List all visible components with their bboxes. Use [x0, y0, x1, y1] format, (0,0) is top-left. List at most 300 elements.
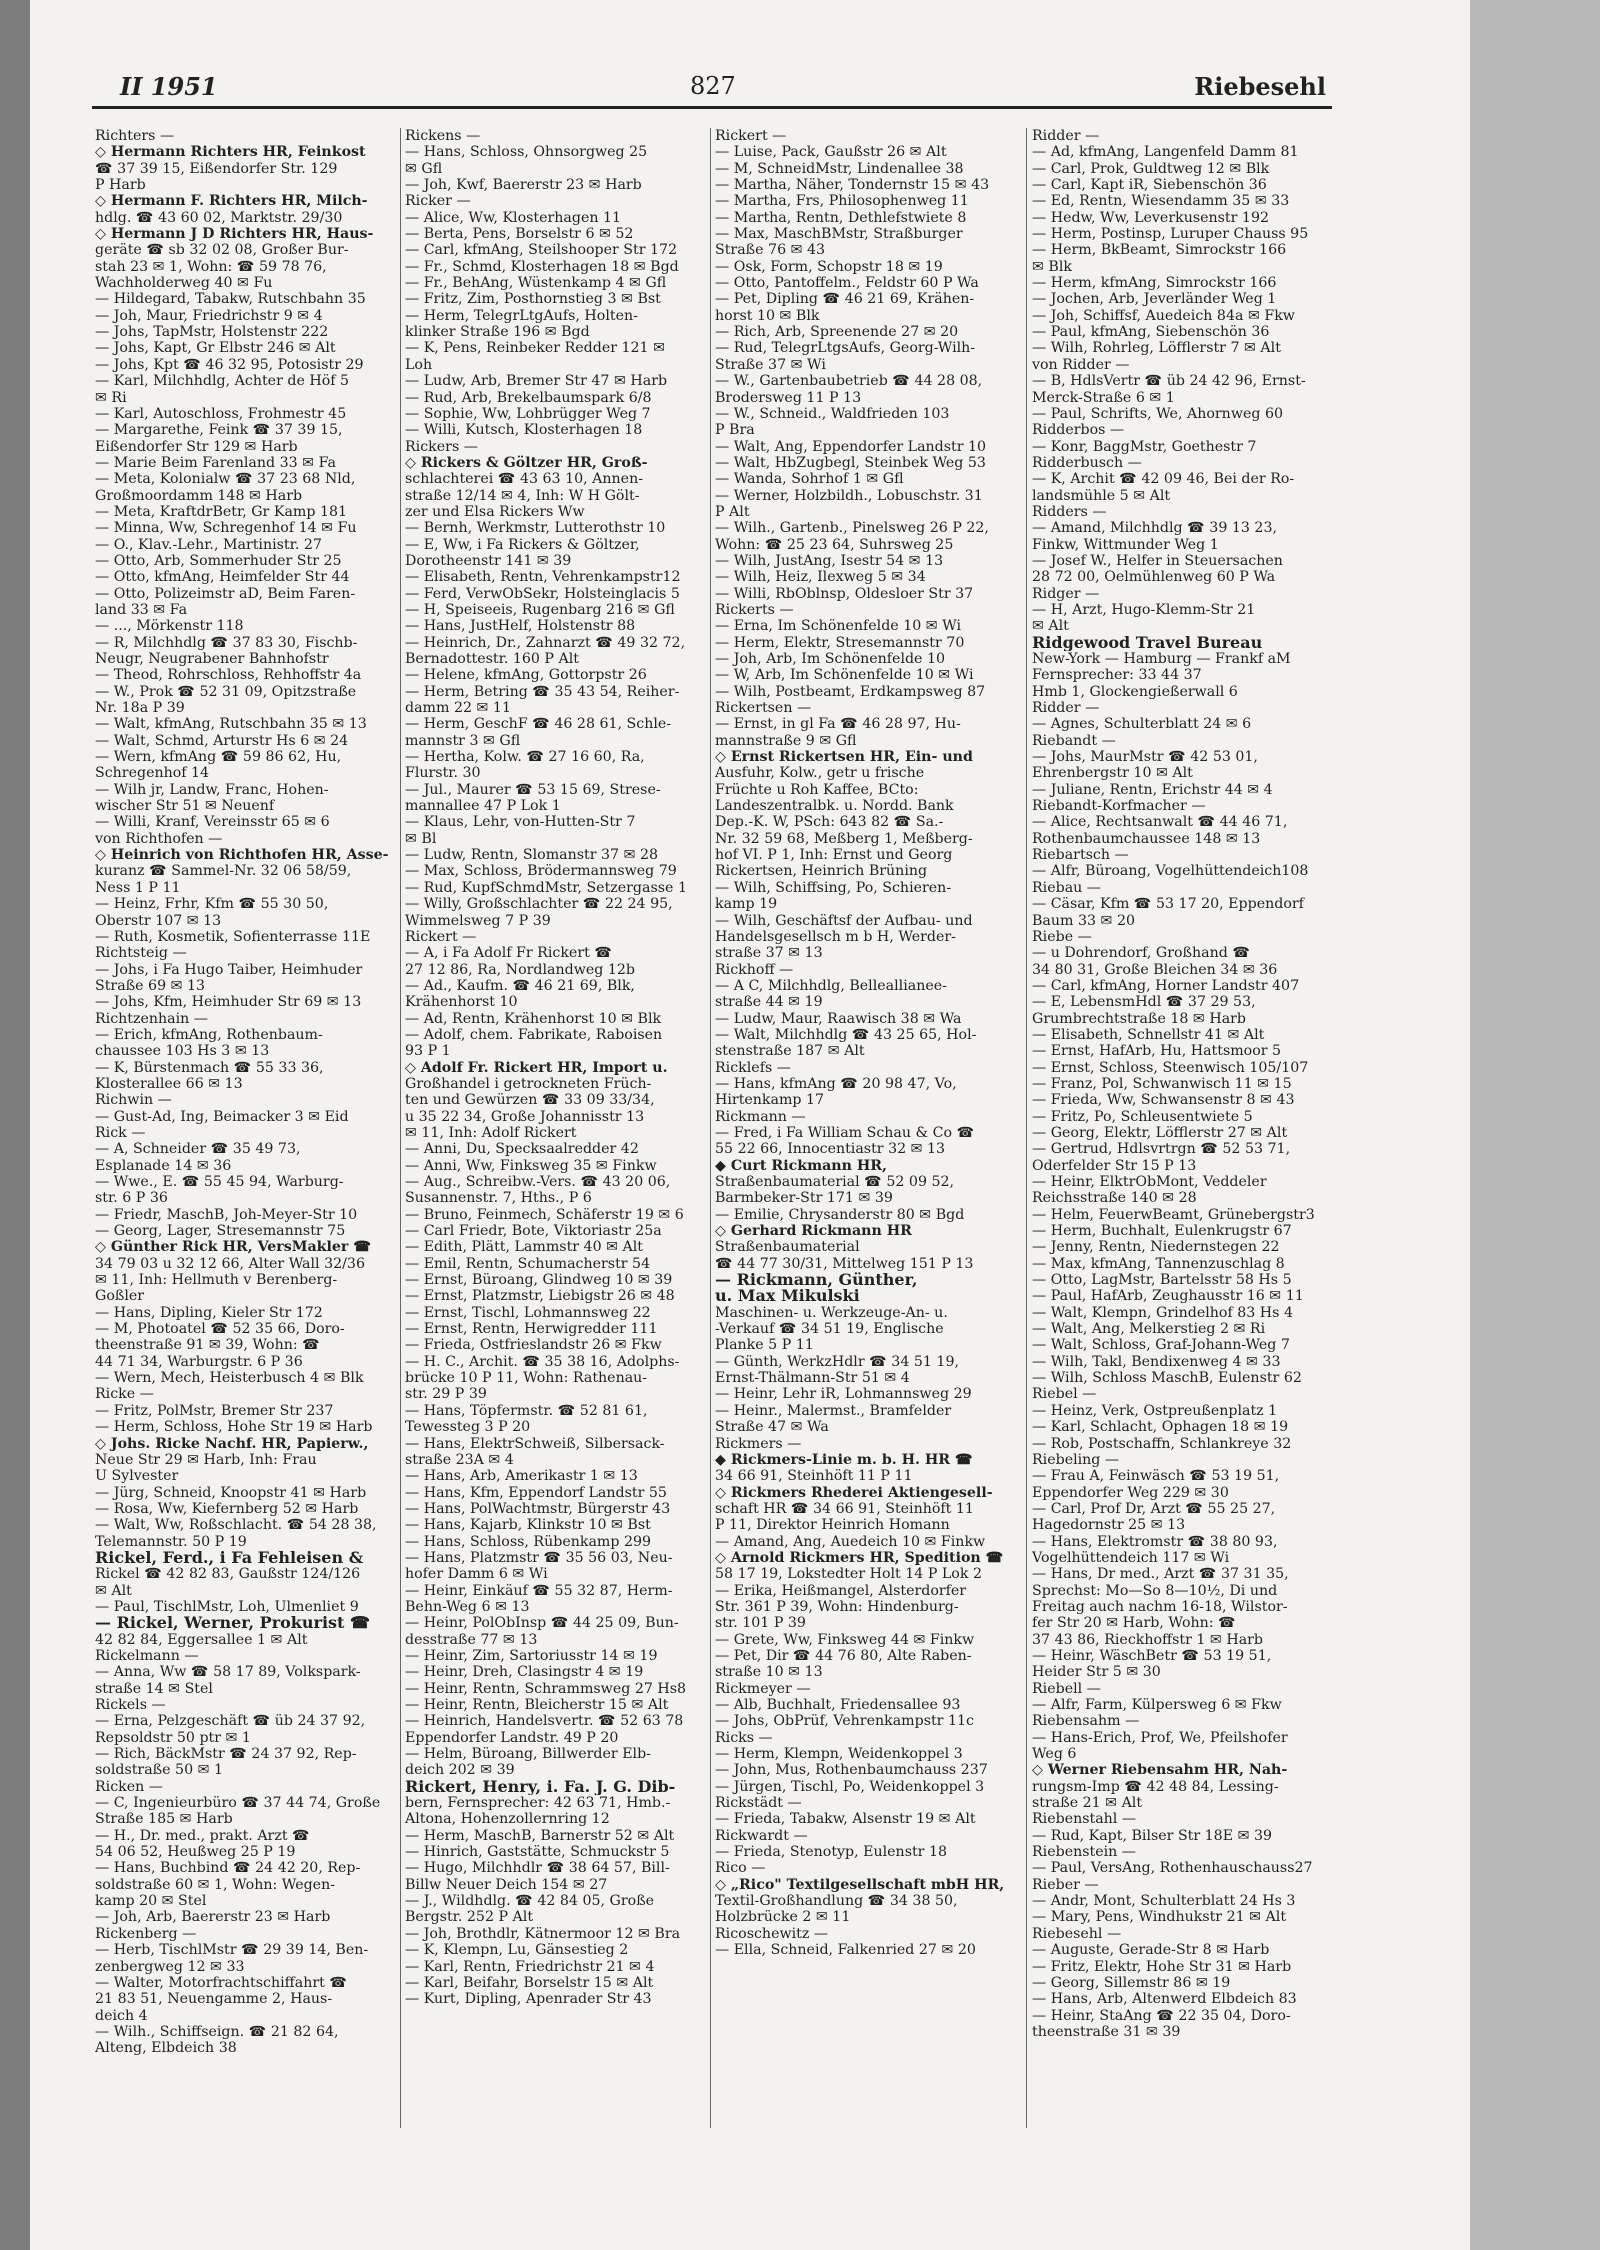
directory-entry-line: Straße 76 ✉ 43 [715, 242, 826, 259]
directory-entry-line: ✉ Alt [1032, 618, 1069, 635]
directory-entry-line: Weg 6 [1032, 1746, 1077, 1763]
directory-entry-line: — Ed, Rentn, Wiesendamm 35 ✉ 33 [1032, 193, 1290, 210]
directory-entry-line: Riebau — [1032, 879, 1101, 896]
directory-entry-line: 37 43 86, Rieckhoffstr 1 ✉ Harb [1032, 1631, 1264, 1648]
directory-entry-line: 34 66 91, Steinhöft 11 P 11 [715, 1468, 913, 1485]
column-rule [710, 128, 711, 2128]
directory-entry-line: — Walt, Schmd, Arturstr Hs 6 ✉ 24 [95, 732, 349, 749]
directory-entry-line: — Willy, Großschlachter ☎ 22 24 95, [405, 896, 673, 913]
directory-entry-line: ◇ Heinrich von Richthofen HR, Asse- [95, 847, 389, 864]
directory-entry-line: — Georg, Elektr, Löfflerstr 27 ✉ Alt [1032, 1124, 1288, 1141]
directory-entry-line: — Johs, MaurMstr ☎ 42 53 01, [1032, 749, 1258, 766]
directory-entry-line: — Rich, BäckMstr ☎ 24 37 92, Rep- [95, 1746, 357, 1763]
directory-entry-line: P Bra [715, 422, 755, 439]
directory-entry-line: — Bernh, Werkmstr, Lutterothstr 10 [405, 520, 666, 537]
directory-entry-line: 58 17 19, Lokstedter Holt 14 P Lok 2 [715, 1566, 982, 1583]
directory-entry-line: desstraße 77 ✉ 13 [405, 1631, 538, 1648]
directory-entry-line: deich 4 [95, 2007, 148, 2024]
directory-column-4 [1032, 128, 1329, 2128]
directory-entry-line: — Berta, Pens, Borselstr 6 ✉ 52 [405, 226, 634, 243]
directory-entry-line: — Franz, Pol, Schwanwisch 11 ✉ 15 [1032, 1075, 1292, 1092]
directory-entry-line: Richwin — [95, 1092, 172, 1109]
directory-entry-line: ◇ Rickmers Rhederei Aktiengesell- [715, 1484, 993, 1501]
directory-entry-line: 21 83 51, Neuengamme 2, Haus- [95, 1991, 333, 2008]
directory-entry-line: — Max, Schloss, Brödermannsweg 79 [405, 863, 677, 880]
directory-entry-line: — Heinz, Frhr, Kfm ☎ 55 30 50, [95, 896, 329, 913]
directory-entry-line: — Gust-Ad, Ing, Beimacker 3 ✉ Eid [95, 1108, 349, 1125]
directory-entry-line: Hmb 1, Glockengießerwall 6 [1032, 683, 1238, 700]
directory-entry-line: — Heinr., Malermst., Bramfelder [715, 1402, 952, 1419]
directory-entry-line: zenbergweg 12 ✉ 33 [95, 1958, 245, 1975]
directory-entry-line: Straße 37 ✉ Wi [715, 356, 826, 373]
directory-entry-line: — A, i Fa Adolf Fr Rickert ☎ [405, 945, 612, 962]
directory-entry-line: — Alice, Rechtsanwalt ☎ 44 46 71, [1032, 814, 1288, 831]
directory-entry-line: — Hedw, Ww, Leverkusenstr 192 [1032, 209, 1270, 226]
directory-entry-line: — Erich, kfmAng, Rothenbaum- [95, 1026, 323, 1043]
directory-entry-line: — Herm, Klempn, Weidenkoppel 3 [715, 1746, 963, 1763]
directory-entry-line: — Fritz, Po, Schleusentwiete 5 [1032, 1108, 1253, 1125]
directory-entry-line: — Karl, Rentn, Friedrichstr 21 ✉ 4 [405, 1958, 655, 1975]
directory-entry-line: — Hans, PolWachtmstr, Bürgerstr 43 [405, 1500, 671, 1517]
directory-entry-line: Klosterallee 66 ✉ 13 [95, 1075, 243, 1092]
directory-entry-line: str. 6 P 36 [95, 1190, 168, 1207]
directory-entry-line: — E, LebensmHdl ☎ 37 29 53, [1032, 994, 1256, 1011]
directory-entry-line: — Rud, TelegrLtgsAufs, Georg-Wilh- [715, 340, 976, 357]
directory-entry-line: — Hans, ElektrSchweiß, Silbersack- [405, 1435, 665, 1452]
directory-entry-line: Hirtenkamp 17 [715, 1092, 825, 1109]
directory-entry-line: Ricks — [715, 1729, 773, 1746]
directory-entry-line: hof VI. P 1, Inh: Ernst und Georg [715, 847, 953, 864]
directory-entry-line: — Walt, kfmAng, Rutschbahn 35 ✉ 13 [95, 716, 367, 733]
directory-entry-line: soldstraße 50 ✉ 1 [95, 1762, 224, 1779]
directory-entry-line: — Carl, kfmAng, Horner Landstr 407 [1032, 977, 1300, 994]
directory-entry-line: Flurstr. 30 [405, 765, 481, 782]
directory-entry-line: Oberstr 107 ✉ 13 [95, 912, 222, 929]
directory-entry-line: soldstraße 60 ✉ 1, Wohn: Wegen- [95, 1876, 336, 1893]
column-rule [400, 128, 401, 2128]
directory-entry-line: — Paul, TischlMstr, Loh, Ulmenliet 9 [95, 1598, 359, 1615]
directory-entry-line: straße 21 ✉ Alt [1032, 1795, 1143, 1812]
directory-entry-line: — Ludw, Rentn, Slomanstr 37 ✉ 28 [405, 847, 659, 864]
directory-entry-line: Ridgewood Travel Bureau [1032, 634, 1263, 651]
directory-entry-line: straße 44 ✉ 19 [715, 994, 823, 1011]
directory-entry-line: Rickmann — [715, 1108, 806, 1125]
directory-entry-line: — Karl, Milchhdlg, Achter de Höf 5 [95, 373, 350, 390]
directory-entry-line: — Erika, Heißmangel, Alsterdorfer [715, 1582, 967, 1599]
directory-entry-line: — Amand, Ang, Auedeich 10 ✉ Finkw [715, 1533, 986, 1550]
directory-column-1 [95, 128, 392, 2128]
directory-entry-line: — Walt, Ww, Roßschlacht. ☎ 54 28 38, [95, 1517, 377, 1534]
directory-entry-line: — Wilh, Schiffsing, Po, Schieren- [715, 879, 952, 896]
directory-entry-line: — Carl, kfmAng, Steilshooper Str 172 [405, 242, 678, 259]
directory-entry-line: ◇ Werner Riebensahm HR, Nah- [1032, 1762, 1288, 1779]
directory-entry-line: — Johs, Kfm, Heimhuder Str 69 ✉ 13 [95, 994, 362, 1011]
directory-entry-line: — Meta, Kolonialw ☎ 37 23 68 Nld, [95, 471, 356, 488]
directory-entry-line: — K, Archit ☎ 42 09 46, Bei der Ro- [1032, 471, 1295, 488]
directory-entry-line: — Ferd, VerwObSekr, Holsteinglacis 5 [405, 585, 680, 602]
directory-entry-line: wischer Str 51 ✉ Neuenf [95, 798, 275, 815]
directory-entry-line: Loh [405, 356, 433, 373]
directory-entry-line: stah 23 ✉ 1, Wohn: ☎ 59 78 76, [95, 258, 327, 275]
directory-entry-line: theenstraße 91 ✉ 39, Wohn: ☎ [95, 1337, 320, 1354]
directory-column-3 [715, 128, 1012, 2128]
directory-entry-line: — Jürg, Schneid, Knoopstr 41 ✉ Harb [95, 1484, 367, 1501]
directory-entry-line: — Hans-Erich, Prof, We, Pfeilshofer [1032, 1729, 1288, 1746]
directory-entry-line: — Ludw, Maur, Raawisch 38 ✉ Wa [715, 1010, 962, 1027]
directory-entry-line: — W., Schneid., Waldfrieden 103 [715, 405, 950, 422]
directory-entry-line: ✉ Blk [1032, 258, 1072, 275]
directory-entry-line: chaussee 103 Hs 3 ✉ 13 [95, 1043, 270, 1060]
directory-entry-line: — Wilh, Heiz, Ilexweg 5 ✉ 34 [715, 569, 926, 586]
directory-entry-line: Rickert, Henry, i. Fa. J. G. Dib- [405, 1778, 676, 1796]
directory-entry-line: — Wilh., Gartenb., Pinelsweg 26 P 22, [715, 520, 989, 537]
directory-entry-line: Ricker — [405, 193, 471, 210]
directory-entry-line: Bernadottestr. 160 P Alt [405, 651, 579, 667]
directory-entry-line: — Heinz, Verk, Ostpreußenplatz 1 [1032, 1402, 1278, 1419]
directory-entry-line: — Luise, Pack, Gaußstr 26 ✉ Alt [715, 144, 947, 161]
directory-entry-line: Planke 5 P 11 [715, 1337, 814, 1354]
directory-entry-line: — H. C., Archit. ☎ 35 38 16, Adolphs- [405, 1353, 680, 1370]
directory-entry-line: 93 P 1 [405, 1043, 451, 1060]
directory-entry-line: — Hans, Buchbind ☎ 24 42 20, Rep- [95, 1860, 361, 1877]
directory-entry-line: — Alfr, Farm, Külpersweg 6 ✉ Fkw [1032, 1697, 1282, 1713]
directory-entry-line: Billw Neuer Deich 154 ✉ 27 [405, 1876, 608, 1893]
directory-entry-line: — Jochen, Arb, Jeverländer Weg 1 [1032, 291, 1277, 308]
directory-entry-line: von Richthofen — [95, 830, 223, 847]
directory-entry-line: Handelsgesellsch m b H, Werder- [715, 928, 956, 945]
directory-entry-line: — M, Photoatel ☎ 52 35 66, Doro- [95, 1321, 345, 1338]
directory-entry-line: Rickens — [405, 128, 481, 144]
directory-entry-line: Straßenbaumaterial [715, 1239, 860, 1256]
directory-entry-line: — Martha, Näher, Tondernstr 15 ✉ 43 [715, 177, 990, 194]
directory-entry-line: — Josef W., Helfer in Steuersachen [1032, 552, 1283, 569]
directory-entry-line: — Joh, Schiffsf, Auedeich 84a ✉ Fkw [1032, 307, 1295, 324]
directory-entry-line: Barmbeker-Str 171 ✉ 39 [715, 1190, 893, 1207]
directory-entry-line: — Alfr, Büroang, Vogelhüttendeich108 [1032, 863, 1309, 880]
directory-entry-line: Wohn: ☎ 25 23 64, Suhrsweg 25 [715, 536, 954, 553]
directory-entry-line: P Harb [95, 177, 146, 194]
directory-entry-line: ◇ Gerhard Rickmann HR [715, 1223, 912, 1240]
directory-entry-line: Sprechst: Mo—So 8—10½, Di und [1032, 1582, 1278, 1599]
directory-entry-line: Rothenbaumchaussee 148 ✉ 13 [1032, 830, 1261, 847]
directory-entry-line: — Klaus, Lehr, von-Hutten-Str 7 [405, 814, 636, 831]
directory-entry-line: — Hans, Kajarb, Klinkstr 10 ✉ Bst [405, 1517, 651, 1534]
directory-entry-line: — Heinr, Dreh, Clasingstr 4 ✉ 19 [405, 1664, 644, 1681]
directory-entry-line: Grumbrechtstraße 18 ✉ Harb [1032, 1010, 1247, 1027]
directory-entry-line: P Alt [715, 503, 750, 520]
directory-entry-line: — Ad, kfmAng, Langenfeld Damm 81 [1032, 144, 1299, 161]
directory-entry-line: zer und Elsa Rickers Ww [405, 503, 585, 520]
directory-entry-line: — Emil, Rentn, Schumacherstr 54 [405, 1255, 651, 1272]
directory-entry-line: klinker Straße 196 ✉ Bgd [405, 324, 590, 341]
directory-entry-line: — Emilie, Chrysanderstr 80 ✉ Bgd [715, 1206, 965, 1223]
directory-entry-line: — Sophie, Ww, Lohbrügger Weg 7 [405, 405, 651, 422]
directory-entry-line: — Helm, Büroang, Billwerder Elb- [405, 1746, 651, 1763]
directory-entry-line: — Heinr, StaAng ☎ 22 35 04, Doro- [1032, 2007, 1291, 2024]
directory-entry-line: Eppendorfer Weg 229 ✉ 30 [1032, 1484, 1229, 1501]
directory-entry-line: — Fr., BehAng, Wüstenkamp 4 ✉ Gfl [405, 275, 667, 292]
directory-entry-line: — Karl, Autoschloss, Frohmestr 45 [95, 405, 347, 422]
directory-entry-line: Brodersweg 11 P 13 [715, 389, 862, 406]
directory-entry-line: Ness 1 P 11 [95, 879, 181, 896]
directory-entry-line: Ricken — [95, 1778, 163, 1795]
directory-entry-line: — Hans, Arb, Altenwerd Elbdeich 83 [1032, 1991, 1297, 2008]
directory-entry-line: — Herm, MaschB, Barnerstr 52 ✉ Alt [405, 1827, 675, 1844]
directory-entry-line: — Herm, BkBeamt, Simrockstr 166 [1032, 242, 1287, 259]
directory-entry-line: — Jürgen, Tischl, Po, Weidenkoppel 3 [715, 1778, 985, 1795]
directory-entry-line: Rickelmann — [95, 1647, 199, 1664]
directory-entry-line: — Fritz, PolMstr, Bremer Str 237 [95, 1402, 334, 1419]
directory-entry-line: geräte ☎ sb 32 02 08, Großer Bur- [95, 242, 349, 259]
header-running-name: Riebesehl [1194, 72, 1326, 101]
directory-entry-line: — Carl Friedr, Bote, Viktoriastr 25a [405, 1223, 662, 1240]
directory-entry-line: — Heinrich, Dr., Zahnarzt ☎ 49 32 72, [405, 634, 686, 651]
directory-entry-line: Straße 47 ✉ Wa [715, 1419, 829, 1436]
directory-entry-line: — Willi, Kranf, Vereinsstr 65 ✉ 6 [95, 814, 330, 831]
directory-entry-line: Ridders — [1032, 503, 1107, 520]
directory-entry-line: ◇ Rickers & Göltzer HR, Groß- [405, 454, 648, 471]
directory-entry-line: Krähenhorst 10 [405, 994, 518, 1011]
directory-entry-line: 34 80 31, Große Bleichen 34 ✉ 36 [1032, 961, 1278, 978]
directory-entry-line: — Carl, Prok, Guldtweg 12 ✉ Blk [1032, 160, 1270, 177]
directory-entry-line: Textil-Großhandlung ☎ 34 38 50, [715, 1893, 958, 1910]
directory-entry-line: Richtsteig — [95, 945, 187, 962]
directory-entry-line: — Ernst, Tischl, Lohmannsweg 22 [405, 1304, 651, 1321]
directory-entry-line: — Osk, Form, Schopstr 18 ✉ 19 [715, 258, 943, 275]
directory-entry-line: Esplanade 14 ✉ 36 [95, 1157, 232, 1174]
directory-entry-line: Neue Str 29 ✉ Harb, Inh: Frau [95, 1451, 317, 1468]
directory-entry-line: — Wilh, Geschäftsf der Aufbau- und [715, 912, 973, 929]
directory-entry-line: — Günth, WerkzHdlr ☎ 34 51 19, [715, 1353, 959, 1370]
directory-entry-line: — Agnes, Schulterblatt 24 ✉ 6 [1032, 716, 1252, 733]
directory-entry-line: Straße 69 ✉ 13 [95, 977, 206, 994]
directory-entry-line: ✉ Ri [95, 389, 127, 406]
directory-entry-line: Alteng, Elbdeich 38 [95, 2040, 237, 2057]
directory-entry-line: Fernsprecher: 33 44 37 [1032, 667, 1202, 684]
directory-entry-line: — Georg, Sillemstr 86 ✉ 19 [1032, 1974, 1231, 1991]
directory-entry-line: straße 23A ✉ 4 [405, 1451, 514, 1468]
column-rule [1026, 128, 1027, 2128]
directory-entry-line: — M, SchneidMstr, Lindenallee 38 [715, 160, 964, 177]
directory-entry-line: Baum 33 ✉ 20 [1032, 912, 1135, 929]
directory-entry-line: — Rob, Postschaffn, Schlankreye 32 [1032, 1435, 1292, 1452]
directory-entry-line: — Martha, Rentn, Dethlefstwiete 8 [715, 209, 967, 226]
directory-entry-line: — Max, kfmAng, Tannenzuschlag 8 [1032, 1255, 1285, 1272]
directory-entry-line: Nr. 18a P 39 [95, 700, 185, 717]
directory-entry-line: — Anna, Ww ☎ 58 17 89, Volkspark- [95, 1664, 361, 1681]
directory-entry-line: ◇ Günther Rick HR, VersMakler ☎ [95, 1239, 371, 1256]
directory-entry-line: — Heinr, Rentn, Bleicherstr 15 ✉ Alt [405, 1697, 669, 1713]
directory-entry-line: 34 79 03 u 32 12 66, Alter Wall 32/36 [95, 1255, 365, 1272]
directory-entry-line: — Ernst, Rentn, Herwigredder 111 [405, 1321, 658, 1338]
directory-entry-line: mannallee 47 P Lok 1 [405, 798, 561, 815]
directory-entry-line: Ridder — [1032, 700, 1100, 717]
directory-entry-line: Eißendorfer Str 129 ✉ Harb [95, 438, 298, 455]
directory-entry-line: — Rud, Arb, Brekelbaumspark 6/8 [405, 389, 652, 406]
directory-entry-line: — Joh, Arb, Im Schönenfelde 10 [715, 651, 946, 667]
directory-entry-line: kuranz ☎ Sammel-Nr. 32 06 58/59, [95, 863, 352, 880]
directory-entry-line: bern, Fernsprecher: 42 63 71, Hmb.- [405, 1795, 671, 1812]
directory-entry-line: ◇ Hermann F. Richters HR, Milch- [95, 193, 368, 210]
directory-entry-line: — Wilh., Schiffseign. ☎ 21 82 64, [95, 2023, 339, 2040]
directory-entry-line: — Max, MaschBMstr, Straßburger [715, 226, 963, 243]
directory-entry-line: 42 82 84, Eggersallee 1 ✉ Alt [95, 1631, 308, 1648]
directory-entry-line: — Hildegard, Tabakw, Rutschbahn 35 [95, 291, 366, 308]
directory-entry-line: ◇ Arnold Rickmers HR, Spedition ☎ [715, 1549, 1004, 1566]
directory-entry-line: Dorotheenstr 141 ✉ 39 [405, 552, 572, 569]
directory-entry-line: Reichsstraße 140 ✉ 28 [1032, 1190, 1197, 1207]
directory-entry-line: Landeszentralbk. u. Nordd. Bank [715, 798, 954, 815]
directory-entry-line: — Heinr, Rentn, Schrammsweg 27 Hs8 [405, 1680, 687, 1697]
directory-entry-line: Susannenstr. 7, Hths., P 6 [405, 1190, 592, 1207]
directory-entry-line: — Aug., Schreibw.-Vers. ☎ 43 20 06, [405, 1174, 671, 1190]
directory-entry-line: — Paul, kfmAng, Siebenschön 36 [1032, 324, 1270, 341]
directory-entry-line: — Auguste, Gerade-Str 8 ✉ Harb [1032, 1942, 1270, 1959]
directory-entry-line: Riebenstein — [1032, 1844, 1136, 1861]
directory-entry-line: — W., Gartenbaubetrieb ☎ 44 28 08, [715, 373, 983, 390]
directory-entry-line: — A, Schneider ☎ 35 49 73, [95, 1141, 301, 1158]
directory-entry-line: — Minna, Ww, Schregenhof 14 ✉ Fu [95, 520, 357, 537]
directory-entry-line: — Anni, Ww, Finksweg 35 ✉ Finkw [405, 1157, 657, 1174]
directory-entry-line: — Hans, Dipling, Kieler Str 172 [95, 1304, 323, 1321]
directory-entry-line: Richters — [95, 128, 175, 144]
directory-entry-line: Ricklefs — [715, 1059, 791, 1076]
directory-entry-line: — Walt, Schloss, Graf-Johann-Weg 7 [1032, 1337, 1290, 1354]
directory-entry-line: — Alice, Ww, Klosterhagen 11 [405, 209, 622, 226]
directory-entry-line: — Hugo, Milchhdlr ☎ 38 64 57, Bill- [405, 1860, 670, 1877]
directory-entry-line: — Heinr, WäschBetr ☎ 53 19 51, [1032, 1647, 1272, 1664]
directory-entry-line: — J., Wildhdlg. ☎ 42 84 05, Große [405, 1893, 655, 1910]
directory-entry-line: Altona, Hohenzollernring 12 [405, 1811, 610, 1828]
directory-entry-line: Ricke — [95, 1386, 154, 1403]
directory-entry-line: — A C, Milchhdlg, Belleallianee- [715, 977, 947, 994]
directory-entry-line: Eppendorfer Landstr. 49 P 20 [405, 1729, 619, 1746]
directory-entry-line: deich 202 ✉ 39 [405, 1762, 515, 1779]
directory-entry-line: — Elisabeth, Rentn, Vehrenkampstr12 [405, 569, 681, 586]
directory-entry-line: landsmühle 5 ✉ Alt [1032, 487, 1171, 504]
directory-entry-line: straße 10 ✉ 13 [715, 1664, 823, 1681]
directory-entry-line: — Frieda, Ww, Schwansenstr 8 ✉ 43 [1032, 1092, 1295, 1109]
directory-entry-line: ✉ Alt [95, 1582, 132, 1599]
directory-entry-line: — Herm, Postinsp, Luruper Chauss 95 [1032, 226, 1309, 243]
directory-entry-line: — Walt, Klempn, Grindelhof 83 Hs 4 [1032, 1304, 1293, 1321]
directory-entry-line: theenstraße 31 ✉ 39 [1032, 2023, 1181, 2040]
directory-entry-line: Holzbrücke 2 ✉ 11 [715, 1909, 851, 1926]
directory-entry-line: Str. 361 P 39, Wohn: Hindenburg- [715, 1598, 959, 1615]
directory-entry-line: Rieber — [1032, 1876, 1099, 1893]
directory-entry-line: — W., Prok ☎ 52 31 09, Opitzstraße [95, 683, 357, 700]
directory-entry-line: — Hertha, Kolw. ☎ 27 16 60, Ra, [405, 749, 645, 766]
directory-entry-line: Rickel, Ferd., i Fa Fehleisen & [95, 1549, 364, 1567]
directory-entry-line: — Pet, Dipling ☎ 46 21 69, Krähen- [715, 291, 975, 308]
directory-entry-line: u 35 22 34, Große Johannisstr 13 [405, 1108, 645, 1125]
directory-entry-line: — Ernst, Büroang, Glindweg 10 ✉ 39 [405, 1272, 673, 1289]
directory-entry-line: — Wilh, JustAng, Isestr 54 ✉ 13 [715, 552, 944, 569]
directory-entry-line: kamp 19 [715, 896, 778, 913]
directory-entry-line: — R, Milchhdlg ☎ 37 83 30, Fischb- [95, 634, 358, 651]
directory-entry-line: — Georg, Lager, Stresemannstr 75 [95, 1223, 346, 1240]
directory-entry-line: — Cäsar, Kfm ☎ 53 17 20, Eppendorf [1032, 896, 1304, 913]
directory-entry-line: mannstr 3 ✉ Gfl [405, 732, 521, 749]
directory-entry-line: — Hans, Arb, Amerikastr 1 ✉ 13 [405, 1468, 638, 1485]
directory-entry-line: ✉ Bl [405, 830, 437, 847]
directory-entry-line: Hagedornstr 25 ✉ 13 [1032, 1517, 1186, 1534]
directory-entry-line: — Otto, Polizeimstr aD, Beim Faren- [95, 585, 356, 602]
directory-entry-line: ten und Gewürzen ☎ 33 09 33/34, [405, 1092, 655, 1109]
directory-entry-line: Goßler [95, 1288, 145, 1305]
directory-entry-line: — Ernst, Schloss, Steenwisch 105/107 [1032, 1059, 1309, 1076]
directory-entry-line: Richtzenhain — [95, 1010, 208, 1027]
directory-entry-line: Nr. 32 59 68, Meßberg 1, Meßberg- [715, 830, 973, 847]
directory-entry-line: — Alb, Buchhalt, Friedensallee 93 [715, 1697, 961, 1713]
directory-entry-line: straße 14 ✉ Stel [95, 1680, 213, 1697]
directory-entry-line: — Rickmann, Günther, [715, 1272, 918, 1289]
directory-entry-line: — Hans, JustHelf, Holstenstr 88 [405, 618, 636, 635]
directory-entry-line: — Hans, Dr med., Arzt ☎ 37 31 35, [1032, 1566, 1289, 1583]
directory-entry-line: — Fritz, Zim, Posthornstieg 3 ✉ Bst [405, 291, 661, 308]
directory-entry-line: 44 71 34, Warburgstr. 6 P 36 [95, 1353, 303, 1370]
directory-entry-line: — Paul, Schrifts, We, Ahornweg 60 [1032, 405, 1284, 422]
directory-entry-line: — Herm, Betring ☎ 35 43 54, Reiher- [405, 683, 680, 700]
directory-entry-line: — Joh, Maur, Friedrichstr 9 ✉ 4 [95, 307, 323, 324]
directory-entry-line: — O., Klav.-Lehr., Martinistr. 27 [95, 536, 322, 553]
directory-entry-line: — Rud, KupfSchmdMstr, Setzergasse 1 [405, 879, 687, 896]
directory-entry-line: horst 10 ✉ Blk [715, 307, 820, 324]
directory-entry-line: Tewessteg 3 P 20 [405, 1419, 531, 1436]
directory-entry-line: — Wilh, Schloss MaschB, Eulenstr 62 [1032, 1370, 1302, 1387]
directory-entry-line: — Herm, TelegrLtgAufs, Holten- [405, 307, 638, 324]
directory-entry-line: — K, Bürstenmach ☎ 55 33 36, [95, 1059, 324, 1076]
directory-entry-line: Finkw, Wittmunder Weg 1 [1032, 536, 1219, 553]
directory-entry-line: — Karl, Schlacht, Ophagen 18 ✉ 19 [1032, 1419, 1289, 1436]
directory-entry-line: — Rich, Arb, Spreenende 27 ✉ 20 [715, 324, 959, 341]
directory-entry-line: — Otto, LagMstr, Bartelsstr 58 Hs 5 [1032, 1272, 1292, 1289]
directory-entry-line: — Hans, Kfm, Eppendorf Landstr 55 [405, 1484, 667, 1501]
directory-entry-line: — Herb, TischlMstr ☎ 29 39 14, Ben- [95, 1942, 369, 1959]
directory-entry-line: — W, Arb, Im Schönenfelde 10 ✉ Wi [715, 667, 974, 684]
directory-entry-line: ✉ 11, Inh: Adolf Rickert [405, 1124, 577, 1141]
directory-entry-line: — Heinr, ElktrObMont, Veddeler [1032, 1174, 1267, 1190]
directory-entry-line: ◆ Curt Rickmann HR, [715, 1157, 887, 1174]
directory-entry-line: — Heinr, Zim, Sartoriusstr 14 ✉ 19 [405, 1647, 658, 1664]
directory-entry-line: Oderfelder Str 15 P 13 [1032, 1157, 1197, 1174]
directory-entry-line: 27 12 86, Ra, Nordlandweg 12b [405, 961, 635, 978]
directory-entry-line: Maschinen- u. Werkzeuge-An- u. [715, 1304, 948, 1321]
directory-entry-line: str. 29 P 39 [405, 1386, 487, 1403]
directory-entry-line: Neugr, Neugrabener Bahnhofstr [95, 651, 329, 667]
directory-entry-line: — Frau A, Feinwäsch ☎ 53 19 51, [1032, 1468, 1280, 1485]
directory-entry-line: — Marie Beim Farenland 33 ✉ Fa [95, 454, 336, 471]
directory-entry-line: ◇ Hermann Richters HR, Feinkost [95, 144, 366, 161]
directory-entry-line: ◇ Adolf Fr. Rickert HR, Import u. [405, 1059, 668, 1076]
directory-entry-line: Rickenberg — [95, 1925, 197, 1942]
directory-entry-line: Früchte u Roh Kaffee, BCto: [715, 781, 919, 798]
directory-entry-line: — Hans, Schloss, Ohnsorgweg 25 [405, 144, 648, 161]
directory-entry-line: — H, Speiseeis, Rugenbarg 216 ✉ Gfl [405, 601, 675, 618]
directory-entry-line: Repsoldstr 50 ptr ✉ 1 [95, 1729, 251, 1746]
directory-entry-line: Straße 185 ✉ Harb [95, 1811, 233, 1828]
directory-entry-line: — Johs, Kapt, Gr Elbstr 246 ✉ Alt [95, 340, 336, 357]
directory-entry-line: — Ella, Schneid, Falkenried 27 ✉ 20 [715, 1942, 976, 1959]
directory-entry-line: — Margarethe, Feink ☎ 37 39 15, [95, 422, 343, 439]
directory-entry-line: — H., Dr. med., prakt. Arzt ☎ [95, 1827, 310, 1844]
directory-entry-line: — Hans, Töpfermstr. ☎ 52 81 61, [405, 1402, 648, 1419]
directory-entry-line: mannstraße 9 ✉ Gfl [715, 732, 857, 749]
directory-entry-line: Riebeling — [1032, 1451, 1120, 1468]
directory-entry-line: U Sylvester [95, 1468, 179, 1485]
directory-entry-line: Ernst-Thälmann-Str 51 ✉ 4 [715, 1370, 910, 1387]
directory-entry-line: — Herm, Buchhalt, Eulenkrugstr 67 [1032, 1223, 1292, 1240]
